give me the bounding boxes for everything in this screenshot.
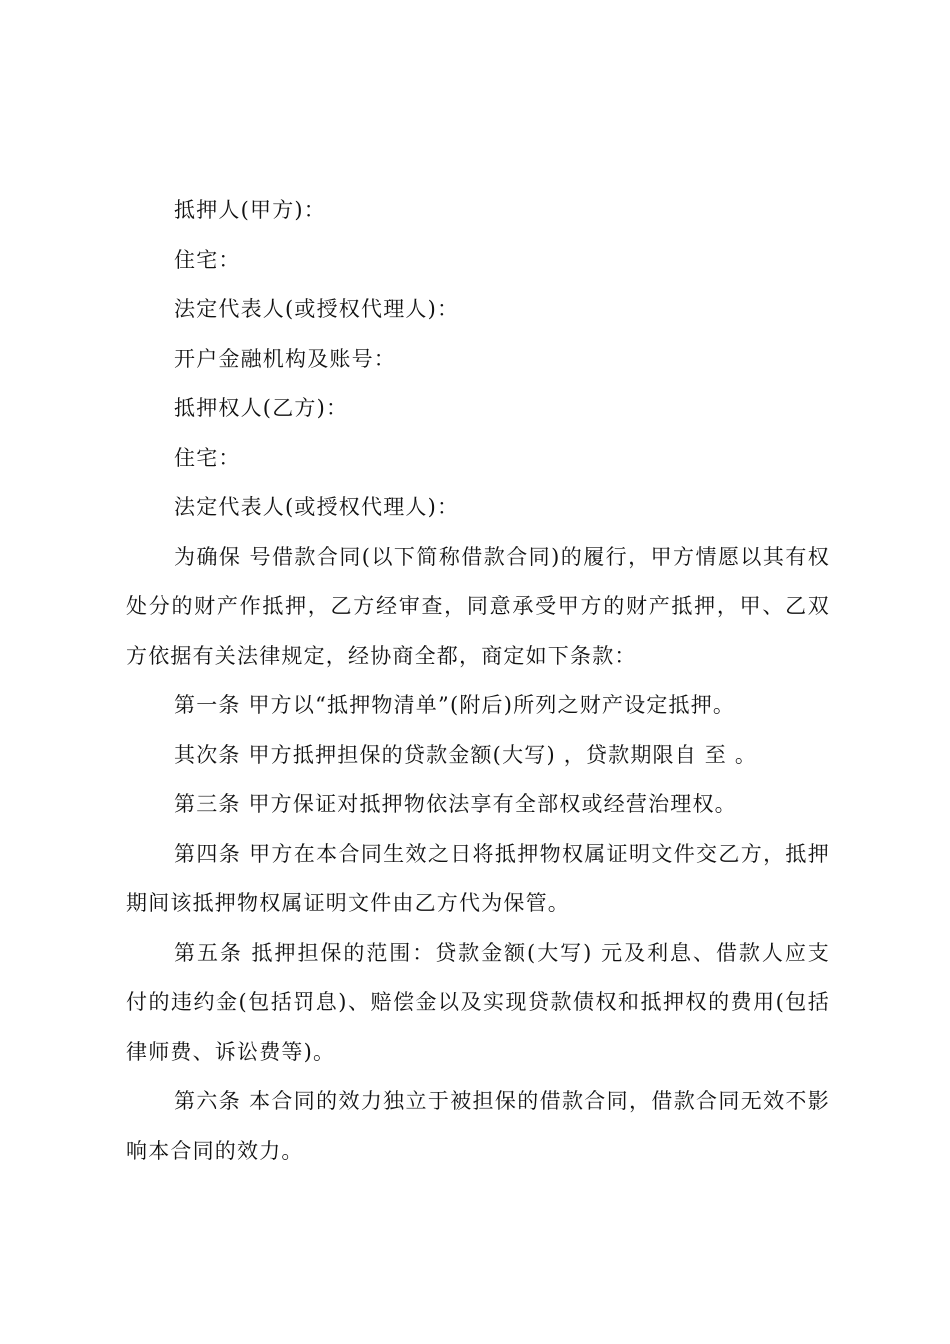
mortgagee-residence-line: 住宅： [174,445,241,470]
mortgagor-representative-line: 法定代表人(或授权代理人)： [174,297,460,321]
article-5: 第五条 抵押担保的范围：贷款金额(大写) 元及利息、借款人应支付的违约金(包括罚息)、赔偿金以及实现贷款债权和抵押权的费用(包括律师费、诉讼费等)。 [126,940,830,1064]
bank-account-line: 开户金融机构及账号： [174,346,396,371]
preamble-paragraph: 为确保 号借款合同(以下简称借款合同)的履行，甲方情愿以其有权处分的财产作抵押，乙方经审查，同意承受甲方的财产抵押，甲、乙双方依据有关法律规定，经协商全都，商定如下条款： [126,544,830,668]
article-3: 第三条 甲方保证对抵押物依法享有全部权或经营治理权。 [174,792,737,816]
mortgagor-residence-line: 住宅： [174,247,241,272]
article-6: 第六条 本合同的效力独立于被担保的借款合同，借款合同无效不影响本合同的效力。 [126,1089,830,1163]
mortgagor-line: 抵押人(甲方)： [174,198,326,222]
mortgagee-line: 抵押权人(乙方)： [174,396,349,420]
article-1: 第一条 甲方以“抵押物清单”(附后)所列之财产设定抵押。 [174,693,736,717]
article-2: 其次条 甲方抵押担保的贷款金额(大写) ，贷款期限自 至 。 [174,742,758,767]
mortgagee-representative-line: 法定代表人(或授权代理人)： [174,495,460,519]
article-4: 第四条 甲方在本合同生效之日将抵押物权属证明文件交乙方，抵押期间该抵押物权属证明文件由乙方代为保管。 [126,841,830,915]
document-body [126,186,830,1176]
